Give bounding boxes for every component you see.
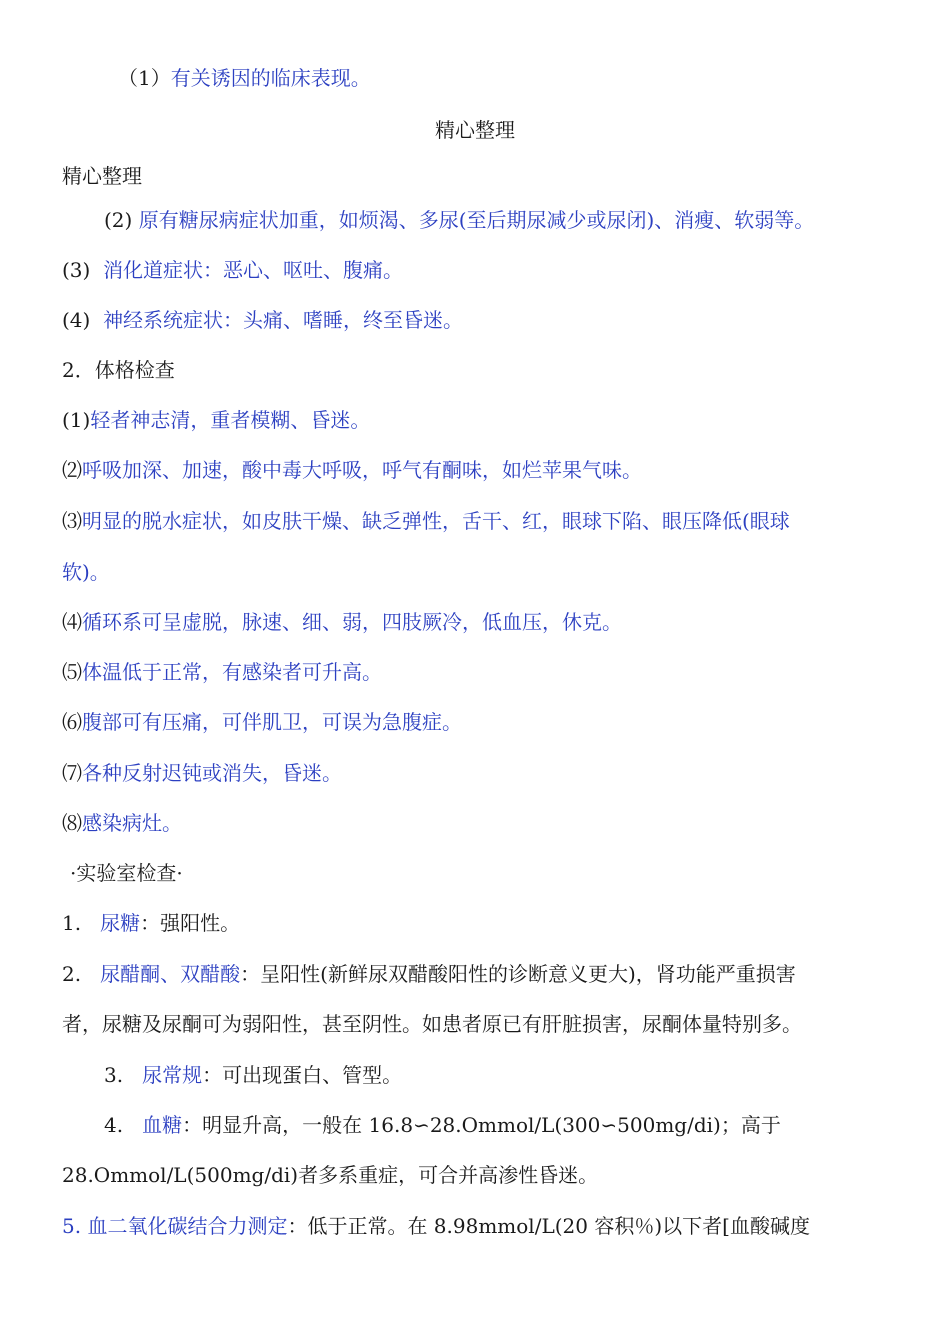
item-term: 尿常规 (142, 1063, 203, 1087)
item-text: 感染病灶。 (82, 811, 182, 835)
item-text: 有关诱因的临床表现。 (170, 66, 371, 90)
item-text: 轻者神志清，重者模糊、昏迷。 (90, 408, 371, 432)
item-text: ：呈阳性(新鲜尿双醋酸阳性的诊断意义更大)，肾功能严重损害 (240, 962, 796, 986)
exam-item-3 (62, 507, 790, 535)
item-text: 呼吸加深、加速，酸中毒大呼吸，呼气有酮味，如烂苹果气味。 (82, 458, 642, 482)
item-term: 血糖 (142, 1113, 183, 1137)
item-term: 血二氧化碳结合力测定 (87, 1214, 288, 1238)
item-text: 腹部可有压痛，可伴肌卫，可误为急腹症。 (82, 710, 462, 734)
page-header-secondary: 精心整理 (62, 164, 142, 188)
page-header: 精心整理 (435, 118, 515, 142)
lab-item-4 (104, 1111, 781, 1139)
item-number: ⑹ (62, 710, 82, 734)
lab-item-4-cont: 28.Ommol/L(500mg/di)者多系重症，可合并高渗性昏迷。 (62, 1163, 599, 1187)
item-term: 尿糖 (100, 911, 141, 935)
exam-item-3-cont: 软)。 (62, 560, 110, 584)
item-text: 明显的脱水症状，如皮肤干燥、缺乏弹性，舌干、红，眼球下陷、眼压降低(眼球 (82, 509, 790, 533)
item-number: ⑷ (62, 610, 82, 634)
item-text: 神经系统症状：头痛、嗜睡，终至昏迷。 (103, 308, 464, 332)
item-2-symptoms (104, 206, 814, 234)
item-number: 3. (104, 1063, 124, 1087)
lab-item-2-cont: 者，尿糖及尿酮可为弱阳性，甚至阴性。如患者原已有肝脏损害，尿酮体量特别多。 (62, 1012, 802, 1036)
item-number: (3) (62, 258, 91, 282)
item-number: （1） (118, 66, 171, 90)
exam-item-5 (62, 658, 382, 686)
exam-item-1 (62, 406, 370, 434)
item-number: ⑸ (62, 660, 82, 684)
item-number: (4) (62, 308, 91, 332)
item-text: 原有糖尿病症状加重，如烦渴、多尿(至后期尿减少或尿闭)、消瘦、软弱等。 (138, 208, 815, 232)
item-number: (2) (104, 208, 133, 232)
item-text: 消化道症状：恶心、呕吐、腹痛。 (103, 258, 404, 282)
item-1-induce (118, 64, 371, 92)
section-physical-exam: 2．体格检查 (62, 358, 175, 382)
lab-item-1 (62, 909, 240, 937)
item-text: 体温低于正常，有感染者可升高。 (82, 660, 382, 684)
lab-item-3 (104, 1061, 402, 1089)
item-number: 4. (104, 1113, 124, 1137)
item-text: 各种反射迟钝或消失，昏迷。 (82, 761, 342, 785)
item-text: ：强阳性。 (140, 911, 241, 935)
exam-item-8 (62, 809, 182, 837)
item-number: 2. (62, 962, 82, 986)
item-number: ⑺ (62, 761, 82, 785)
exam-item-2 (62, 456, 642, 484)
item-text: 循环系可呈虚脱，脉速、细、弱，四肢厥冷，低血压，休克。 (82, 610, 622, 634)
item-number: (1) (62, 408, 91, 432)
exam-item-4 (62, 608, 622, 636)
lab-item-2 (62, 960, 796, 988)
item-number: 1. (62, 911, 82, 935)
item-text: ：明显升高，一般在 16.8∽28.Ommol/L(300∽500mg/di)；高于 (182, 1113, 781, 1137)
item-4-neuro (62, 306, 463, 334)
exam-item-6 (62, 708, 462, 736)
item-number: 5. (62, 1214, 82, 1238)
section-lab-tests: ·实验室检查· (70, 861, 183, 885)
item-3-digestive (62, 256, 403, 284)
item-number: ⑶ (62, 509, 82, 533)
item-term: 尿醋酮、双醋酸 (100, 962, 241, 986)
item-text: ：可出现蛋白、管型。 (202, 1063, 403, 1087)
lab-item-5 (62, 1212, 810, 1240)
item-number: ⑻ (62, 811, 82, 835)
item-text: ：低于正常。在 8.98mmol/L(20 容积％)以下者[血酸碱度 (287, 1214, 810, 1238)
exam-item-7 (62, 759, 342, 787)
item-number: ⑵ (62, 458, 82, 482)
